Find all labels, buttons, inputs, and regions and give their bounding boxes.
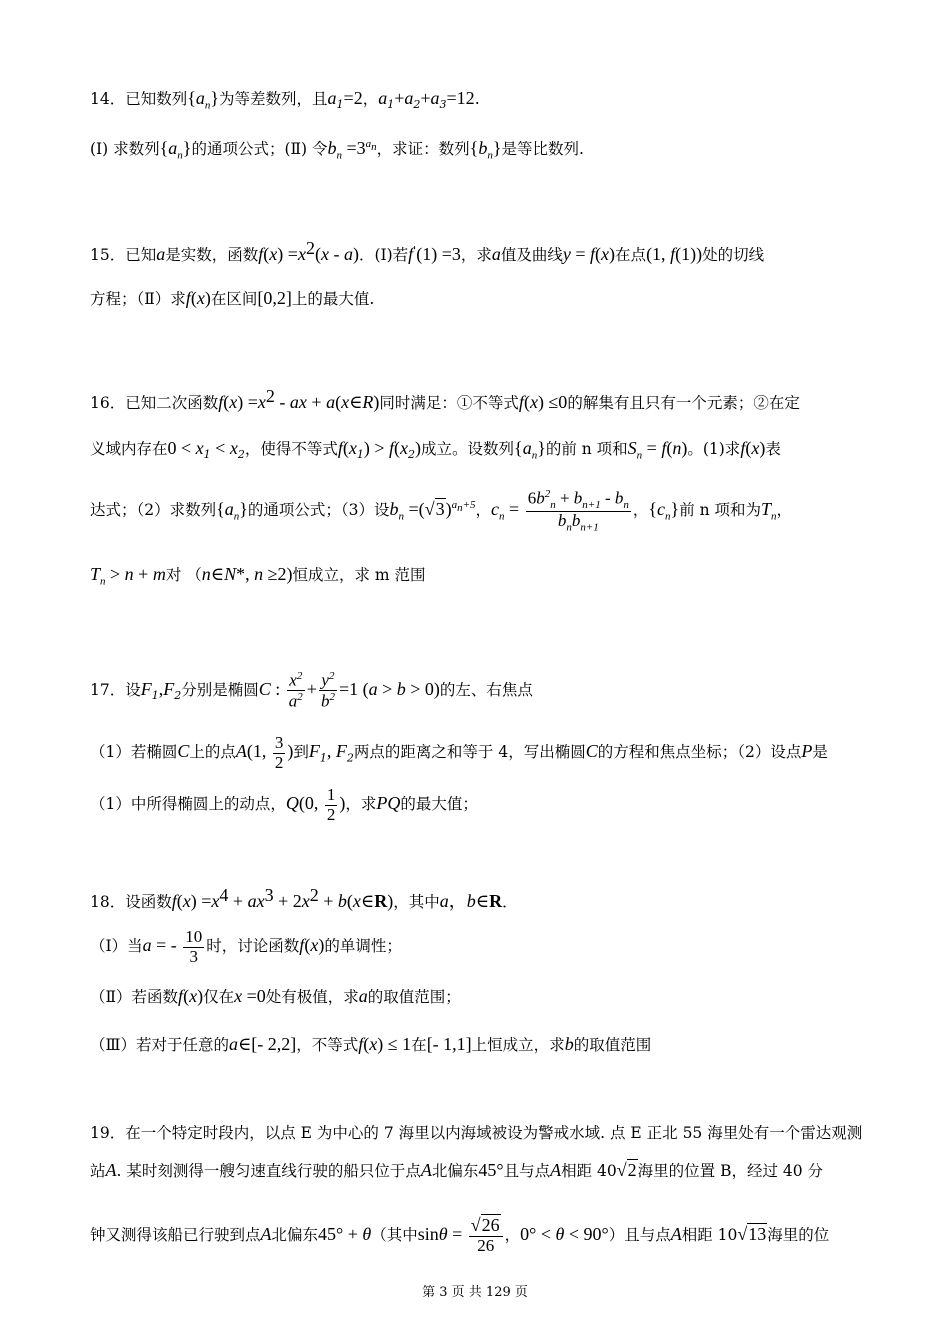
q16-line2: 义域内存在$0 < x_1 < x_2$，使得不等式$f(x_1) > f(x_2)$成立。设数列$\{a_n\}$的前 n 项和$S_n = f(n)$。(1)求f(x)表 xyxy=(90,438,781,462)
q14-line1: 14．已知数列$\{a_n\}$为等差数列，且$a_1=2$，$a_1+a_2+a_3=12$. xyxy=(90,88,480,112)
q16-line4: $T_n > n + m$对 （n∈N*, n ≥2)恒成立，求 m 范围 xyxy=(90,564,426,588)
q17-line1: 17．设$F_1,F_2$分别是椭圆C : $\frac{x^2}{a^2}$ + $\frac{y^2}{b^2}$ =1 (a > b > 0)的左、右焦点 xyxy=(90,670,533,711)
q14-line2: (Ⅰ) 求数列$\{a_n\}$的通项公式；(Ⅱ) 令$b_n =3^{a_n}$，求证：数列$\{b_n\}$是等比数列. xyxy=(90,138,584,162)
q18-line4: （Ⅲ）若对于任意的a∈[- 2,2]，不等式f(x) ≤ 1在[- 1,1]上恒成立，求b的取值范围 xyxy=(90,1034,652,1054)
question-number: 18． xyxy=(90,893,126,912)
question-number: 16． xyxy=(90,394,126,413)
question-number: 19． xyxy=(90,1124,126,1142)
page-footer: 第 3 页 共 129 页 xyxy=(422,1285,528,1300)
q18-line1: 18．设函数$f(x) =x^4 + ax^3 + 2x^2$ + b(x∈R)，其中a，b∈R． xyxy=(90,885,518,912)
question-number: 14． xyxy=(90,90,126,108)
question-number: 17． xyxy=(90,680,126,699)
q15-line2: 方程；（Ⅱ）求f(x)在区间[0,2]上的最大值. xyxy=(90,288,375,308)
q19-line2: 站A. 某时刻测得一艘匀速直线行驶的船只位于点A北偏东45°且与点A相距 40√2海里的位置 B，经过 40 分 xyxy=(90,1160,824,1180)
q16-line1: 16．已知二次函数$f(x) =x^2$ - ax + a(x∈R)同时满足：①不等式f(x) ≤0的解集有且只有一个元素；②在定 xyxy=(90,386,800,413)
q18-line3: （Ⅱ）若函数f(x)仅在x =0处有极值，求a的取值范围； xyxy=(90,986,461,1006)
q17-line2: （1）若椭圆C上的点A(1, $\frac{3}{2}$ )到$F_1$, $F_2$两点的距离之和等于 4，写出椭圆C的方程和焦点坐标；（2）设点P是 xyxy=(90,733,828,772)
q15-line1: 15．已知a是实数，函数$f(x) =x^2(x - a)$．(Ⅰ)若f'(1) =3，求a值及曲线y = f(x)在点(1, f(1))处的切线 xyxy=(90,238,765,265)
q19-line3: 钟又测得该船已行驶到点A北偏东45° + θ（其中sinθ = $\frac{√26}{26}$ ，0° < θ < 90°）且与点A相距 10√13海里的位 xyxy=(90,1215,830,1255)
q19-line1: 19．在一个特定时段内，以点 E 为中心的 7 海里以内海域被设为警戒水域. 点 E 正北 55 海里处有一个雷达观测 xyxy=(90,1124,863,1142)
q17-line3: （1）中所得椭圆上的动点，Q(0, $\frac{1}{2}$ )，求PQ的最大值； xyxy=(90,785,478,824)
q16-line3: 达式；（2）求数列$\{a_n\}$的通项公式；（3）设$b_n =(√3)^{a_n+5}$，$c_n$ = $\frac{6b^2_n + b_{n+1} - b_n}{b_nb_{n+1}}$ ，$\{c_n\}$前 n 项和为$T_n$， xyxy=(90,488,793,534)
question-number: 15． xyxy=(90,246,126,265)
q18-line2: （Ⅰ）当a = - $\frac{10}{3}$ 时，讨论函数f(x)的单调性； xyxy=(90,927,402,966)
